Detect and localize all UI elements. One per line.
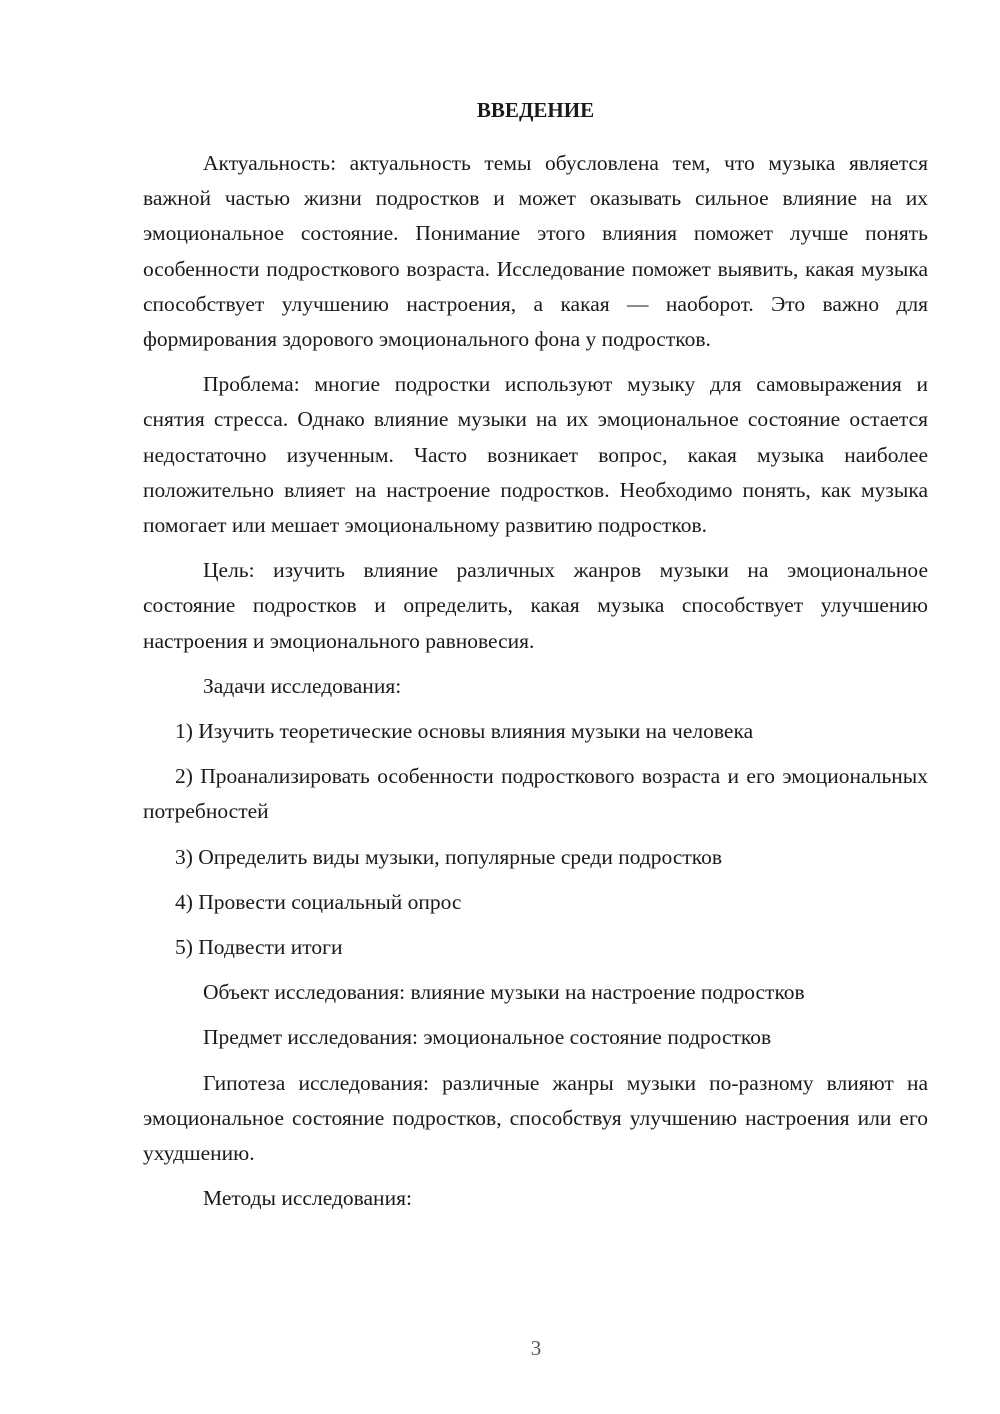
task-item-3: 3) Определить виды музыки, популярные среди подростков (175, 844, 723, 869)
document-body (143, 92, 928, 1226)
paragraph-relevance: Актуальность: актуальность темы обусловлена тем, что музыка является важной частью жизни подростков и может оказывать сильное влияние на их эмоциональное состояние. Понимание этого влияния поможет лучше понять особенности подросткового возраста. Исследование поможет выявить, какая музыка способствует улучшению настроения, а какая — наоборот. Это важно для формирования здорового эмоционального фона у подростков. (143, 151, 928, 352)
page-number: 3 (530, 1336, 542, 1360)
task-item-5: 5) Подвести итоги (175, 935, 343, 960)
task-item-4: 4) Провести социальный опрос (175, 889, 462, 914)
paragraph-tasks-heading: Задачи исследования: (203, 673, 402, 698)
paragraph-problem: Проблема: многие подростки используют музыку для самовыражения и снятия стресса. Однако влияние музыки на их эмоциональное состояние остается недостаточно изученным. Часто возникает вопрос, какая музыка наиболее положительно влияет на настроение подростков. Необходимо понять, как музыка помогает или мешает эмоциональному развитию подростков. (143, 372, 928, 538)
paragraph-goal: Цель: изучить влияние различных жанров музыки на эмоциональное состояние подростков и определить, какая музыка способствует улучшению настроения и эмоционального равновесия. (143, 558, 928, 653)
paragraph-subject: Предмет исследования: эмоциональное состояние подростков (203, 1025, 772, 1050)
task-item-1: 1) Изучить теоретические основы влияния музыки на человека (175, 719, 754, 744)
section-title: ВВЕДЕНИЕ (476, 98, 595, 122)
paragraph-methods: Методы исследования: (203, 1186, 412, 1211)
task-item-2: 2) Проанализировать особенности подросткового возраста и его эмоциональных потребностей (143, 764, 928, 824)
paragraph-hypothesis: Гипотеза исследования: различные жанры музыки по-разному влияют на эмоциональное состояние подростков, способствуя улучшению настроения или его ухудшению. (143, 1070, 928, 1166)
paragraph-object: Объект исследования: влияние музыки на настроение подростков (203, 980, 805, 1005)
